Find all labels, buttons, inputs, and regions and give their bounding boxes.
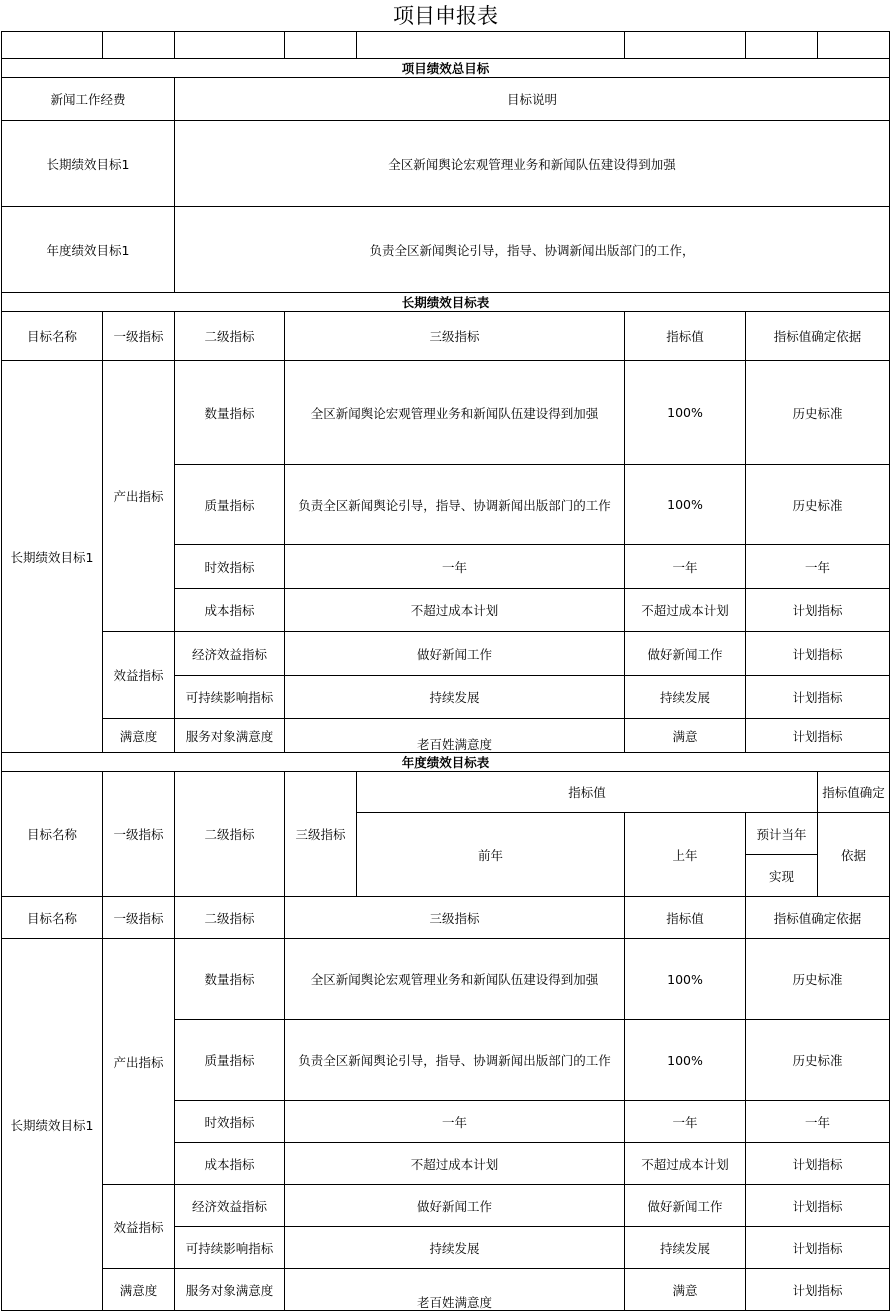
level3-cell: 持续发展 <box>285 676 625 719</box>
page-title: 项目申报表 <box>393 4 498 28</box>
annual-goal-label: 年度绩效目标1 <box>2 207 175 293</box>
level3-cell: 老百姓满意度 <box>285 719 625 753</box>
value-cell: 不超过成本计划 <box>625 589 746 632</box>
goal-name-cell: 长期绩效目标1 <box>2 361 103 753</box>
table-row <box>2 1269 890 1311</box>
header-level3: 三级指标 <box>285 897 625 939</box>
header-level3: 三级指标 <box>285 772 357 897</box>
summary-section-title: 项目绩效总目标 <box>2 59 890 78</box>
header-value: 指标值 <box>625 897 746 939</box>
basis-cell: 一年 <box>746 1101 890 1143</box>
long-term-section-title: 长期绩效目标表 <box>2 293 890 312</box>
level2-cell: 成本指标 <box>175 589 285 632</box>
blank-cell <box>285 32 357 59</box>
level2-cell: 经济效益指标 <box>175 1185 285 1227</box>
header-level1: 一级指标 <box>103 772 175 897</box>
basis-cell: 计划指标 <box>746 1227 890 1269</box>
group-output: 产出指标 <box>103 939 175 1185</box>
annual-goal-text: 负责全区新闻舆论引导，指导、协调新闻出版部门的工作， <box>175 207 890 293</box>
blank-cell <box>625 32 746 59</box>
level3-cell: 一年 <box>285 1101 625 1143</box>
group-satisfaction: 满意度 <box>103 1269 175 1311</box>
level2-cell: 可持续影响指标 <box>175 676 285 719</box>
level3-cell: 不超过成本计划 <box>285 1143 625 1185</box>
basis-cell: 计划指标 <box>746 1185 890 1227</box>
annual-header-row-2 <box>2 897 890 939</box>
level2-cell: 服务对象满意度 <box>175 1269 285 1311</box>
level3-cell: 做好新闻工作 <box>285 1185 625 1227</box>
level3-cell: 持续发展 <box>285 1227 625 1269</box>
level2-cell: 质量指标 <box>175 465 285 545</box>
value-cell: 满意 <box>625 1269 746 1311</box>
level3-cell: 负责全区新闻舆论引导，指导、协调新闻出版部门的工作 <box>285 1020 625 1101</box>
level2-cell: 数量指标 <box>175 939 285 1020</box>
annual-header-row <box>2 772 890 813</box>
group-benefit: 效益指标 <box>103 632 175 719</box>
value-cell: 100% <box>625 361 746 465</box>
blank-cell <box>175 32 285 59</box>
value-cell: 一年 <box>625 545 746 589</box>
value-cell: 100% <box>625 465 746 545</box>
value-cell: 不超过成本计划 <box>625 1143 746 1185</box>
header-last-year: 上年 <box>625 813 746 897</box>
level2-cell: 数量指标 <box>175 361 285 465</box>
fund-label: 新闻工作经费 <box>2 78 175 121</box>
header-value: 指标值 <box>357 772 818 813</box>
basis-cell: 计划指标 <box>746 719 890 753</box>
level3-cell: 不超过成本计划 <box>285 589 625 632</box>
header-goal-name: 目标名称 <box>2 312 103 361</box>
basis-cell: 历史标准 <box>746 361 890 465</box>
level3-cell: 全区新闻舆论宏观管理业务和新闻队伍建设得到加强 <box>285 939 625 1020</box>
value-cell: 做好新闻工作 <box>625 632 746 676</box>
basis-cell: 计划指标 <box>746 589 890 632</box>
long-term-goal-label: 长期绩效目标1 <box>2 121 175 207</box>
goal-name-cell: 长期绩效目标1 <box>2 939 103 1311</box>
header-level2: 二级指标 <box>175 312 285 361</box>
basis-cell: 一年 <box>746 545 890 589</box>
table-row <box>2 632 890 676</box>
basis-cell: 计划指标 <box>746 632 890 676</box>
header-basis-top: 指标值确定 <box>818 772 890 813</box>
value-cell: 满意 <box>625 719 746 753</box>
report-table <box>1 31 890 1311</box>
header-basis: 指标值确定依据 <box>746 312 890 361</box>
level2-cell: 经济效益指标 <box>175 632 285 676</box>
value-cell: 100% <box>625 1020 746 1101</box>
group-satisfaction: 满意度 <box>103 719 175 753</box>
header-basis: 指标值确定依据 <box>746 897 890 939</box>
blank-row <box>2 32 890 59</box>
blank-cell <box>818 32 890 59</box>
table-row <box>2 939 890 1020</box>
level3-cell: 全区新闻舆论宏观管理业务和新闻队伍建设得到加强 <box>285 361 625 465</box>
value-cell: 持续发展 <box>625 1227 746 1269</box>
level2-cell: 服务对象满意度 <box>175 719 285 753</box>
basis-cell: 历史标准 <box>746 465 890 545</box>
annual-section-title: 年度绩效目标表 <box>2 753 890 772</box>
level2-cell: 时效指标 <box>175 1101 285 1143</box>
level3-cell: 老百姓满意度 <box>285 1269 625 1311</box>
level3-cell: 一年 <box>285 545 625 589</box>
value-cell: 100% <box>625 939 746 1020</box>
level2-cell: 成本指标 <box>175 1143 285 1185</box>
table-row <box>2 719 890 753</box>
header-goal-name: 目标名称 <box>2 897 103 939</box>
header-goal-name: 目标名称 <box>2 772 103 897</box>
header-level2: 二级指标 <box>175 772 285 897</box>
blank-cell <box>357 32 625 59</box>
basis-cell: 历史标准 <box>746 1020 890 1101</box>
long-term-goal-text: 全区新闻舆论宏观管理业务和新闻队伍建设得到加强 <box>175 121 890 207</box>
header-level2: 二级指标 <box>175 897 285 939</box>
header-actual: 实现 <box>746 855 818 897</box>
basis-cell: 计划指标 <box>746 1269 890 1311</box>
basis-cell: 历史标准 <box>746 939 890 1020</box>
header-basis-bottom: 依据 <box>818 813 890 897</box>
blank-cell <box>103 32 175 59</box>
table-row <box>2 361 890 465</box>
blank-cell <box>2 32 103 59</box>
value-cell: 一年 <box>625 1101 746 1143</box>
header-prev-year: 前年 <box>357 813 625 897</box>
header-forecast: 预计当年 <box>746 813 818 855</box>
group-output: 产出指标 <box>103 361 175 632</box>
level2-cell: 可持续影响指标 <box>175 1227 285 1269</box>
header-level3: 三级指标 <box>285 312 625 361</box>
value-cell: 做好新闻工作 <box>625 1185 746 1227</box>
level2-cell: 时效指标 <box>175 545 285 589</box>
basis-cell: 计划指标 <box>746 676 890 719</box>
table-row <box>2 1185 890 1227</box>
desc-label: 目标说明 <box>175 78 890 121</box>
level3-cell: 做好新闻工作 <box>285 632 625 676</box>
long-term-header-row <box>2 312 890 361</box>
group-benefit: 效益指标 <box>103 1185 175 1269</box>
header-level1: 一级指标 <box>103 897 175 939</box>
value-cell: 持续发展 <box>625 676 746 719</box>
level2-cell: 质量指标 <box>175 1020 285 1101</box>
header-value: 指标值 <box>625 312 746 361</box>
level3-cell: 负责全区新闻舆论引导，指导、协调新闻出版部门的工作 <box>285 465 625 545</box>
blank-cell <box>746 32 818 59</box>
basis-cell: 计划指标 <box>746 1143 890 1185</box>
header-level1: 一级指标 <box>103 312 175 361</box>
